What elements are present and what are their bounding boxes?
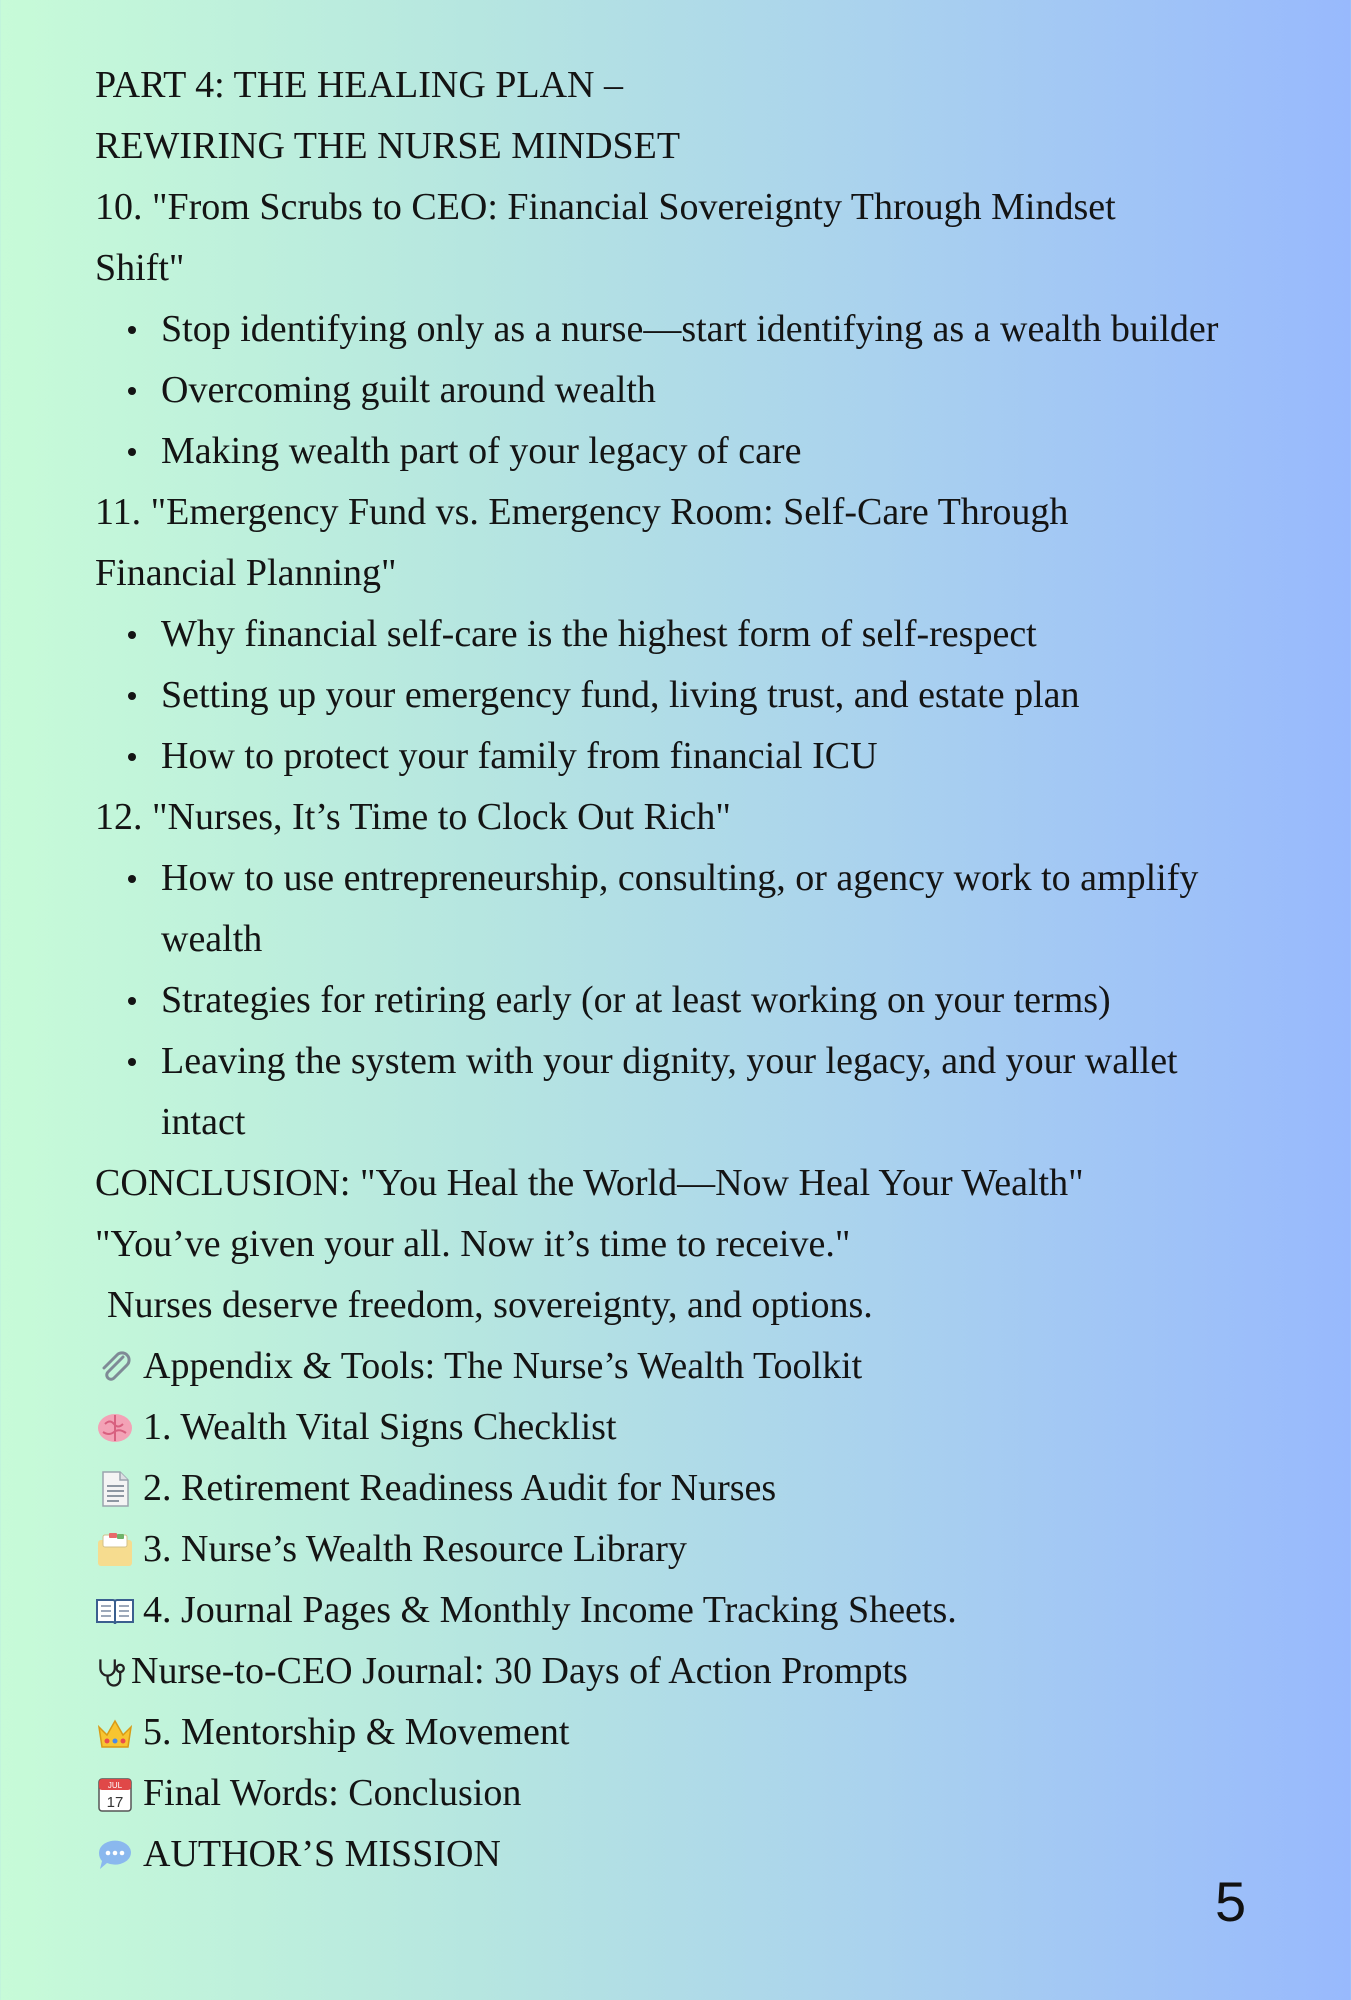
stethoscope-icon <box>95 1652 131 1692</box>
appendix-heading-text: Appendix & Tools: The Nurse’s Wealth Toolkit <box>143 1345 863 1387</box>
list-item: Stop identifying only as a nurse—start identifying as a wealth builder <box>161 299 1351 360</box>
paperclip-icon <box>95 1347 135 1387</box>
appendix-item-text: 2. Retirement Readiness Audit for Nurses <box>143 1467 777 1509</box>
calendar-day-text: 17 <box>106 1793 124 1811</box>
list-item: Why financial self-care is the highest form of self-respect <box>161 604 1351 665</box>
list-item <box>95 1519 1325 1580</box>
document-icon <box>95 1469 135 1509</box>
appendix-heading <box>95 1336 1325 1397</box>
crown-icon <box>95 1713 135 1753</box>
chapter-12-bullet-list <box>95 848 1325 1153</box>
chapter-11-heading-line2: Financial Planning" <box>95 552 397 594</box>
chapter-10-bullet-list <box>95 299 1325 482</box>
appendix-item-text: 5. Mentorship & Movement <box>143 1711 570 1753</box>
chapter-12-heading: 12. "Nurses, It’s Time to Clock Out Rich" <box>95 796 731 838</box>
list-item: How to protect your family from financial ICU <box>161 726 1351 787</box>
appendix-item-text: 3. Nurse’s Wealth Resource Library <box>143 1528 687 1570</box>
list-item <box>95 1824 1325 1885</box>
card-index-icon <box>95 1530 135 1570</box>
calendar-month-text: JUL <box>107 1780 123 1790</box>
list-item: Strategies for retiring early (or at least working on your terms) <box>161 970 1351 1031</box>
list-item <box>95 1580 1325 1641</box>
list-item: Leaving the system with your dignity, your legacy, and your wallet intact <box>161 1031 1271 1153</box>
list-item <box>95 1397 1325 1458</box>
list-item: Overcoming guilt around wealth <box>161 360 1351 421</box>
list-item: How to use entrepreneurship, consulting, or agency work to amplify wealth <box>161 848 1271 970</box>
open-book-icon <box>95 1591 135 1631</box>
appendix-item-text: Nurse-to-CEO Journal: 30 Days of Action Prompts <box>131 1650 908 1692</box>
document-page <box>95 55 1325 1885</box>
list-item <box>95 1641 1325 1702</box>
list-item: Setting up your emergency fund, living trust, and estate plan <box>161 665 1351 726</box>
speech-bubble-icon <box>95 1835 135 1875</box>
part-title-line2: REWIRING THE NURSE MINDSET <box>95 125 681 167</box>
conclusion-statement: Nurses deserve freedom, sovereignty, and options. <box>107 1284 873 1326</box>
conclusion-quote: "You’ve given your all. Now it’s time to receive." <box>95 1223 851 1265</box>
conclusion-heading: CONCLUSION: "You Heal the World—Now Heal Your Wealth" <box>95 1162 1084 1204</box>
list-item <box>95 1763 1325 1824</box>
list-item <box>95 1458 1325 1519</box>
appendix-item-text: Final Words: Conclusion <box>143 1772 522 1814</box>
chapter-10-heading-line2: Shift" <box>95 247 185 289</box>
brain-icon <box>95 1408 135 1448</box>
chapter-11-bullet-list <box>95 604 1325 787</box>
chapter-11-heading-line1: 11. "Emergency Fund vs. Emergency Room: Self-Care Through <box>95 491 1069 533</box>
list-item <box>95 1702 1325 1763</box>
chapter-10-heading-line1: 10. "From Scrubs to CEO: Financial Sovereignty Through Mindset <box>95 186 1116 228</box>
part-title-line1: PART 4: THE HEALING PLAN – <box>95 64 623 106</box>
page-number: 5 <box>1215 1870 1247 1933</box>
list-item: Making wealth part of your legacy of care <box>161 421 1351 482</box>
appendix-item-text: 1. Wealth Vital Signs Checklist <box>143 1406 617 1448</box>
appendix-item-text: AUTHOR’S MISSION <box>143 1833 501 1875</box>
calendar-icon <box>95 1774 135 1814</box>
appendix-item-text: 4. Journal Pages & Monthly Income Tracking Sheets. <box>143 1589 957 1631</box>
